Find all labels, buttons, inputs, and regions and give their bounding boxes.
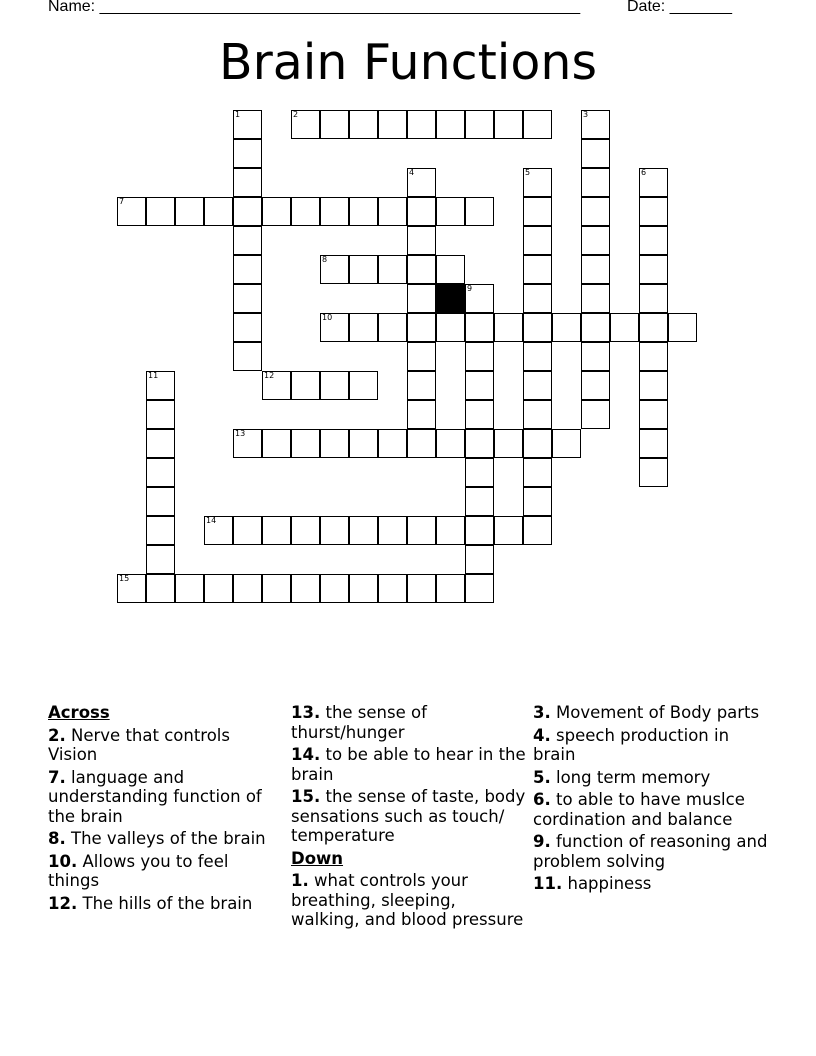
clue-number: 1 bbox=[235, 110, 241, 119]
down-heading: Down bbox=[291, 848, 344, 868]
clue-across-2: 2. Nerve that controls Vision bbox=[48, 725, 230, 764]
clue-down-1: 1. what controls your breathing, sleeping, walking, and blood pressure bbox=[291, 871, 524, 929]
grid-cell[interactable] bbox=[581, 342, 610, 371]
grid-cell[interactable] bbox=[639, 197, 668, 226]
grid-cell[interactable] bbox=[523, 284, 552, 313]
grid-cell[interactable] bbox=[320, 255, 349, 284]
grid-cell[interactable] bbox=[378, 197, 407, 226]
grid-cell[interactable] bbox=[407, 110, 436, 139]
grid-cell[interactable] bbox=[436, 255, 465, 284]
grid-cell[interactable] bbox=[233, 226, 262, 255]
clue-across-13: 13. the sense of thurst/hunger bbox=[291, 703, 427, 742]
clue-across-14: 14. to be able to hear in the brain bbox=[291, 745, 526, 784]
grid-cell[interactable] bbox=[175, 574, 204, 603]
grid-cell[interactable] bbox=[233, 516, 262, 545]
grid-cell[interactable] bbox=[494, 110, 523, 139]
grid-cell[interactable] bbox=[407, 197, 436, 226]
grid-cell[interactable] bbox=[146, 197, 175, 226]
grid-cell[interactable] bbox=[320, 516, 349, 545]
clue-number: 7 bbox=[119, 197, 125, 206]
grid-cell[interactable] bbox=[262, 371, 291, 400]
grid-cell[interactable] bbox=[291, 371, 320, 400]
clue-number: 10 bbox=[322, 313, 333, 322]
grid-cell[interactable] bbox=[465, 342, 494, 371]
grid-cell[interactable] bbox=[523, 516, 552, 545]
grid-cell[interactable] bbox=[204, 516, 233, 545]
grid-cell[interactable] bbox=[146, 371, 175, 400]
grid-cell[interactable] bbox=[581, 255, 610, 284]
grid-cell[interactable] bbox=[465, 429, 494, 458]
clue-across-15: 15. the sense of taste, body sensations such as touch/ temperature bbox=[291, 787, 526, 845]
grid-cell[interactable] bbox=[146, 574, 175, 603]
grid-cell[interactable] bbox=[639, 168, 668, 197]
grid-cell[interactable] bbox=[378, 110, 407, 139]
grid-cell[interactable] bbox=[465, 371, 494, 400]
grid-cell[interactable] bbox=[233, 110, 262, 139]
date-field[interactable]: Date: _______ bbox=[627, 0, 732, 15]
grid-cell[interactable] bbox=[378, 255, 407, 284]
grid-cell[interactable] bbox=[407, 313, 436, 342]
clue-number: 11 bbox=[148, 371, 159, 380]
grid-cell[interactable] bbox=[523, 255, 552, 284]
clue-number: 15 bbox=[119, 574, 130, 583]
grid-cell[interactable] bbox=[494, 516, 523, 545]
grid-cell[interactable] bbox=[262, 429, 291, 458]
grid-cell[interactable] bbox=[146, 545, 175, 574]
grid-cell[interactable] bbox=[552, 313, 581, 342]
grid-cell[interactable] bbox=[523, 313, 552, 342]
grid-cell[interactable] bbox=[465, 110, 494, 139]
grid-cell[interactable] bbox=[465, 545, 494, 574]
grid-cell[interactable] bbox=[465, 574, 494, 603]
grid-cell[interactable] bbox=[639, 458, 668, 487]
clue-across-12: 12. The hills of the brain bbox=[48, 893, 253, 913]
grid-cell[interactable] bbox=[204, 197, 233, 226]
grid-cell[interactable] bbox=[233, 574, 262, 603]
clues-column-3 bbox=[533, 703, 768, 897]
grid-cell[interactable] bbox=[146, 516, 175, 545]
clue-number: 14 bbox=[206, 516, 217, 525]
grid-cell[interactable] bbox=[465, 487, 494, 516]
grid-cell[interactable] bbox=[407, 342, 436, 371]
clue-down-9: 9. function of reasoning and problem solving bbox=[533, 832, 768, 871]
grid-cell[interactable] bbox=[523, 487, 552, 516]
grid-cell[interactable] bbox=[436, 197, 465, 226]
grid-cell[interactable] bbox=[523, 429, 552, 458]
grid-cell[interactable] bbox=[407, 574, 436, 603]
grid-cell[interactable] bbox=[320, 371, 349, 400]
grid-cell[interactable] bbox=[523, 342, 552, 371]
grid-cell[interactable] bbox=[523, 197, 552, 226]
grid-cell[interactable] bbox=[639, 255, 668, 284]
grid-cell[interactable] bbox=[494, 313, 523, 342]
clue-across-10: 10. Allows you to feel things bbox=[48, 851, 229, 890]
grid-cell[interactable] bbox=[436, 516, 465, 545]
grid-cell[interactable] bbox=[494, 429, 523, 458]
grid-cell[interactable] bbox=[523, 168, 552, 197]
grid-cell[interactable] bbox=[146, 487, 175, 516]
grid-cell[interactable] bbox=[639, 284, 668, 313]
grid-cell[interactable] bbox=[349, 110, 378, 139]
clue-down-5: 5. long term memory bbox=[533, 767, 711, 787]
grid-cell[interactable] bbox=[262, 574, 291, 603]
grid-cell[interactable] bbox=[291, 197, 320, 226]
grid-cell[interactable] bbox=[581, 197, 610, 226]
grid-cell[interactable] bbox=[552, 429, 581, 458]
grid-cell[interactable] bbox=[668, 313, 697, 342]
grid-cell[interactable] bbox=[233, 429, 262, 458]
grid-cell[interactable] bbox=[581, 400, 610, 429]
grid-cell[interactable] bbox=[233, 139, 262, 168]
clue-number: 4 bbox=[409, 168, 415, 177]
grid-cell[interactable] bbox=[465, 400, 494, 429]
clue-number: 13 bbox=[235, 429, 246, 438]
grid-cell[interactable] bbox=[523, 226, 552, 255]
grid-cell[interactable] bbox=[407, 168, 436, 197]
clue-number: 12 bbox=[264, 371, 275, 380]
grid-cell[interactable] bbox=[639, 400, 668, 429]
grid-cell[interactable] bbox=[378, 429, 407, 458]
grid-cell[interactable] bbox=[465, 458, 494, 487]
grid-cell[interactable] bbox=[233, 168, 262, 197]
across-heading: Across bbox=[48, 703, 110, 722]
name-field[interactable]: Name: ______________________________________________________ bbox=[48, 0, 581, 15]
grid-cell[interactable] bbox=[349, 255, 378, 284]
grid-cell[interactable] bbox=[523, 110, 552, 139]
clue-across-7: 7. language and understanding function of the brain bbox=[48, 767, 262, 826]
grid-cell[interactable] bbox=[639, 429, 668, 458]
grid-cell[interactable] bbox=[523, 458, 552, 487]
clue-number: 8 bbox=[322, 255, 328, 264]
grid-cell[interactable] bbox=[436, 574, 465, 603]
grid-cell[interactable] bbox=[175, 197, 204, 226]
grid-cell[interactable] bbox=[117, 197, 146, 226]
clues-column-2 bbox=[291, 703, 526, 933]
grid-cell[interactable] bbox=[581, 168, 610, 197]
grid-cell[interactable] bbox=[233, 313, 262, 342]
grid-cell[interactable] bbox=[233, 255, 262, 284]
grid-cell[interactable] bbox=[320, 429, 349, 458]
grid-cell[interactable] bbox=[581, 284, 610, 313]
clue-number: 3 bbox=[583, 110, 589, 119]
grid-cell[interactable] bbox=[378, 574, 407, 603]
page-title: Brain Functions bbox=[219, 34, 597, 91]
clue-number: 2 bbox=[293, 110, 299, 119]
grid-cell[interactable] bbox=[146, 400, 175, 429]
grid-cell[interactable] bbox=[349, 313, 378, 342]
grid-cell[interactable] bbox=[262, 197, 291, 226]
grid-cell[interactable] bbox=[465, 197, 494, 226]
grid-cell[interactable] bbox=[581, 371, 610, 400]
grid-cell[interactable] bbox=[349, 574, 378, 603]
grid-cell[interactable] bbox=[465, 516, 494, 545]
grid-cell[interactable] bbox=[349, 429, 378, 458]
grid-cell[interactable] bbox=[523, 400, 552, 429]
grid-cell[interactable] bbox=[291, 429, 320, 458]
grid-cell[interactable] bbox=[407, 284, 436, 313]
grid-cell[interactable] bbox=[349, 371, 378, 400]
grid-cell[interactable] bbox=[610, 313, 639, 342]
grid-cell[interactable] bbox=[146, 429, 175, 458]
grid-cell[interactable] bbox=[581, 226, 610, 255]
grid-cell[interactable] bbox=[407, 226, 436, 255]
grid-cell[interactable] bbox=[407, 516, 436, 545]
grid-cell[interactable] bbox=[320, 197, 349, 226]
clue-down-3: 3. Movement of Body parts bbox=[533, 703, 760, 722]
grid-cell[interactable] bbox=[407, 429, 436, 458]
clue-down-4: 4. speech production in brain bbox=[533, 725, 730, 764]
grid-cell[interactable] bbox=[320, 110, 349, 139]
grid-cell[interactable] bbox=[233, 342, 262, 371]
grid-cell[interactable] bbox=[204, 574, 233, 603]
grid-cell[interactable] bbox=[291, 516, 320, 545]
grid-cell[interactable] bbox=[465, 313, 494, 342]
grid-cell[interactable] bbox=[291, 110, 320, 139]
grid-cell[interactable] bbox=[639, 226, 668, 255]
grid-cell[interactable] bbox=[320, 574, 349, 603]
black-cell bbox=[436, 284, 465, 313]
grid-cell[interactable] bbox=[320, 313, 349, 342]
grid-cell[interactable] bbox=[639, 313, 668, 342]
grid-cell[interactable] bbox=[349, 516, 378, 545]
grid-cell[interactable] bbox=[378, 313, 407, 342]
clue-number: 6 bbox=[641, 168, 647, 177]
grid-cell[interactable] bbox=[349, 197, 378, 226]
clue-number: 9 bbox=[467, 284, 473, 293]
grid-cell[interactable] bbox=[233, 284, 262, 313]
grid-cell[interactable] bbox=[407, 371, 436, 400]
clue-down-6: 6. to able to have muslce cordination and balance bbox=[533, 790, 745, 829]
grid-cell[interactable] bbox=[436, 313, 465, 342]
clue-across-8: 8. The valleys of the brain bbox=[48, 829, 266, 848]
grid-cell[interactable] bbox=[291, 574, 320, 603]
grid-cell[interactable] bbox=[233, 197, 262, 226]
grid-cell[interactable] bbox=[117, 574, 146, 603]
grid-cell[interactable] bbox=[581, 139, 610, 168]
grid-cell[interactable] bbox=[581, 313, 610, 342]
grid-cell[interactable] bbox=[146, 458, 175, 487]
grid-cell[interactable] bbox=[581, 110, 610, 139]
grid-cell[interactable] bbox=[465, 284, 494, 313]
grid-cell[interactable] bbox=[407, 400, 436, 429]
grid-cell[interactable] bbox=[639, 342, 668, 371]
clues-column-1 bbox=[48, 703, 283, 916]
grid-cell[interactable] bbox=[436, 110, 465, 139]
grid-cell[interactable] bbox=[436, 429, 465, 458]
clue-down-11: 11. happiness bbox=[533, 874, 652, 893]
grid-cell[interactable] bbox=[523, 371, 552, 400]
grid-cell[interactable] bbox=[378, 516, 407, 545]
clue-number: 5 bbox=[525, 168, 531, 177]
grid-cell[interactable] bbox=[639, 371, 668, 400]
grid-cell[interactable] bbox=[262, 516, 291, 545]
grid-cell[interactable] bbox=[407, 255, 436, 284]
